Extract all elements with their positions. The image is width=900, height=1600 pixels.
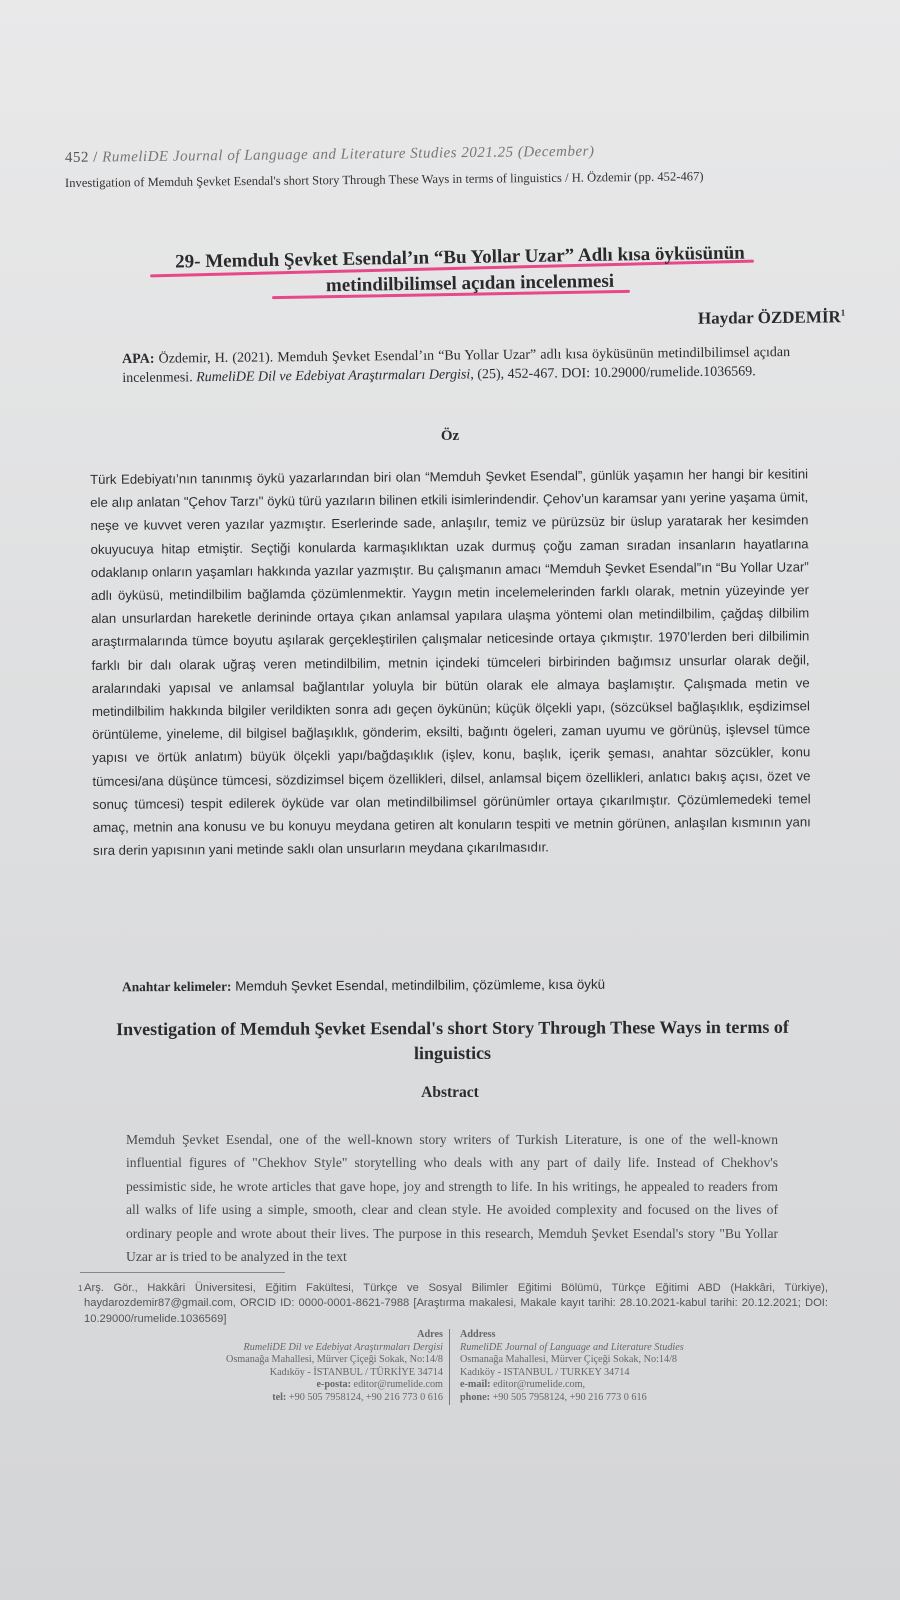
article-title-line2: metindilbilimsel açıdan incelenmesi bbox=[325, 270, 615, 297]
address-tr-phone-label: tel: bbox=[272, 1391, 287, 1403]
running-title: Investigation of Memduh Şevket Esendal's short Story Through These Ways in terms of linguistics / H. Özdemir (pp. 452-467) bbox=[64, 169, 704, 190]
author-footnote-mark: 1 bbox=[840, 307, 845, 318]
abstract-heading: Abstract bbox=[421, 1084, 479, 1101]
header-separator: / bbox=[93, 149, 99, 166]
address-tr-city: Kadıköy - İSTANBUL / TÜRKİYE 34714 bbox=[269, 1366, 443, 1378]
page-header bbox=[65, 140, 900, 167]
apa-journal: RumeliDE Dil ve Edebiyat Araştırmaları Dergisi bbox=[196, 367, 471, 386]
address-en-city: Kadıköy - ISTANBUL / TURKEY 34714 bbox=[460, 1366, 630, 1378]
address-tr-heading: Adres bbox=[417, 1329, 443, 1340]
address-en-street: Osmanağa Mahallesi, Mürver Çiçeği Sokak, No:14/8 bbox=[460, 1354, 678, 1366]
address-tr-street: Osmanağa Mahallesi, Mürver Çiçeği Sokak, No:14/8 bbox=[225, 1354, 443, 1366]
apa-text-2: , (25), 452-467. DOI: 10.29000/rumelide.1036569. bbox=[470, 364, 756, 383]
keywords-label: Anahtar kelimeler: bbox=[121, 978, 232, 995]
apa-text-1: Özdemir, H. (2021). Memduh Şevket Esendal’ın “Bu Yollar Uzar” adlı kısa öyküsünün metindilbilimsel açıdan incelenmesi. bbox=[122, 345, 791, 386]
address-turkish bbox=[160, 1329, 450, 1405]
apa-label: APA: bbox=[122, 351, 155, 367]
page-number: 452 bbox=[64, 149, 90, 166]
apa-citation bbox=[122, 343, 790, 388]
english-title: Investigation of Memduh Şevket Esendal's short Story Through These Ways in terms of linguistics bbox=[116, 1016, 789, 1064]
oz-heading: Öz bbox=[440, 428, 460, 444]
footnote-mark: 1 bbox=[78, 1284, 83, 1293]
address-en-phone: +90 505 7958124, +90 216 773 0 616 bbox=[492, 1391, 647, 1403]
oz-body: Türk Edebiyatı’nın tanınmış öykü yazarlarından biri olan “Memduh Şevket Esendal”, günlük yaşamın her hangi bir kesitini ele alıp anlatan "Çehov Tarzı" öykü türü yazıların bilinen etkili isimlerindendir. Çehov’un karamsar yanı yerine yaşama ümit, neşe ve kuvvet veren yazılar yazmıştır. Eserlerinde sade, anlaşılır, temiz ve pürüzsüz bir üslup yaratarak her kesimden okuyucuya hitap etmiştir. Seçtiği konularda karmaşıklıktan uzak durmuş çoğu zaman sıradan insanların hayatlarına odaklanıp onların yaşamları hakkında yazılar yazmıştır. Bu çalışmanın amacı “Memduh Şevket Esendal”ın “Bu Yollar Uzar” adlı öyküsü, metindilbilim bağlamda çözümlenmektir. Yaygın metin incelemelerinden farklı olarak, metnin yüzeyinde yer alan unsurlardan hareketle derininde ortaya çıkan anlamsal yapılara ulaşma yöntemi olan metindilbilim, çağdaş dilbilim araştırmalarında tümce boyutu aşılarak gerçekleştirilen çalışmalar neticesinde ortaya çıkmıştır. 1970’lerden beri dilbilimin farklı bir dalı olarak uğraş veren metindilbilim, metnin içindeki tümceleri birbirinden bağımsız unsurlar olarak değil, aralarındaki yapısal ve anlamsal bağlantılar yoluyla bir bütün olarak ele almaya başlamıştır. Çalışmada metin ve metindilbilim hakkında bilgiler verildikten sonra adı geçen öykünün; küçük ölçekli yapı, (sözcüksel bağlaşıklık, eşdizimsel örüntüleme, yineleme, dil bilgisel bağlaşıklık, gönderim, eksilti, bağıntı ögeleri, zaman uyumu ve görünüş, işlevsel tümce yapısı ve örtük anlatım) büyük ölçekli yapı/bağdaşıklık (işlev, konu, başlık, içerik şeması, anahtar sözcükler, konu tümcesi/ana düşünce tümcesi, sözdizimsel biçem özellikleri, dilsel, anlamsal biçem özellikleri, anlatıcı bakış açısı, özet ve sonuç tümcesi) tespit edilerek öyküde var olan metindilbilimsel görünümler ortaya çıkarılmıştır. Çözümlemedeki temel amaç, metnin ana konusu ve bu konuyu meydana getiren alt konuların tespiti ve metnin görünen, anlaşılan kısmının yanı sıra derin yapısının yani metinde saklı olan unsurların meydana çıkarılmasıdır. bbox=[90, 466, 811, 859]
address-en-email-label: e-mail: bbox=[460, 1379, 491, 1391]
address-en-email: editor@rumelide.com, bbox=[493, 1379, 586, 1391]
keywords bbox=[122, 977, 605, 996]
address-en-heading: Address bbox=[460, 1329, 496, 1340]
address-en-phone-label: phone: bbox=[460, 1391, 491, 1403]
footnote bbox=[78, 1281, 828, 1327]
author-name bbox=[698, 307, 845, 329]
footnote-text: Arş. Gör., Hakkâri Üniversitesi, Eğitim Fakültesi, Türkçe ve Sosyal Bilimler Eğitimi Bölümü, Türkçe Eğitimi ABD (Hakkâri, Türkiye), haydarozdemir87@gmail.com, ORCID ID: 0000-0001-8621-7988 [Araştırma makalesi, Makale kayıt tarihi: 28.10.2021-kabul tarihi: 20.12.2021; DOI: 10.29000/rumelide.1036569] bbox=[84, 1282, 828, 1325]
footnote-rule bbox=[80, 1272, 285, 1273]
abstract-body: Memduh Şevket Esendal, one of the well-known story writers of Turkish Literature, is one of the well-known influential figures of "Chekhov Style" storytelling who deals with any part of daily life. Instead of Chekhov's pessimistic side, he wrote articles that gave hope, joy and strength to life. In his writings, he appealed to readers from all walks of life using a simple, smooth, clear and clean style. He avoided complexity and focused on the lives of ordinary people and wrote about their lives. The purpose in this research, Memduh Şevket Esendal's story "Bu Yollar Uzar ar is tried to be analyzed in the text bbox=[126, 1132, 778, 1265]
address-tr-journal: RumeliDE Dil ve Edebiyat Araştırmaları Dergisi bbox=[243, 1341, 443, 1353]
address-tr-email-label: e-posta: bbox=[316, 1379, 351, 1391]
address-english bbox=[460, 1329, 800, 1405]
keywords-text: Memduh Şevket Esendal, metindilbilim, çözümleme, kısa öykü bbox=[235, 976, 606, 994]
address-tr-phone: +90 505 7958124, +90 216 773 0 616 bbox=[288, 1391, 443, 1403]
journal-name: RumeliDE Journal of Language and Literature Studies 2021.25 (December) bbox=[102, 143, 595, 166]
article-title-line1: 29- Memduh Şevket Esendal’ın “Bu Yollar Uzar” Adlı kısa öyküsünün bbox=[175, 242, 745, 273]
address-tr-email: editor@rumelide.com bbox=[353, 1379, 443, 1391]
author-text: Haydar ÖZDEMİR bbox=[697, 307, 841, 328]
address-en-journal: RumeliDE Journal of Language and Literature Studies bbox=[460, 1341, 684, 1353]
